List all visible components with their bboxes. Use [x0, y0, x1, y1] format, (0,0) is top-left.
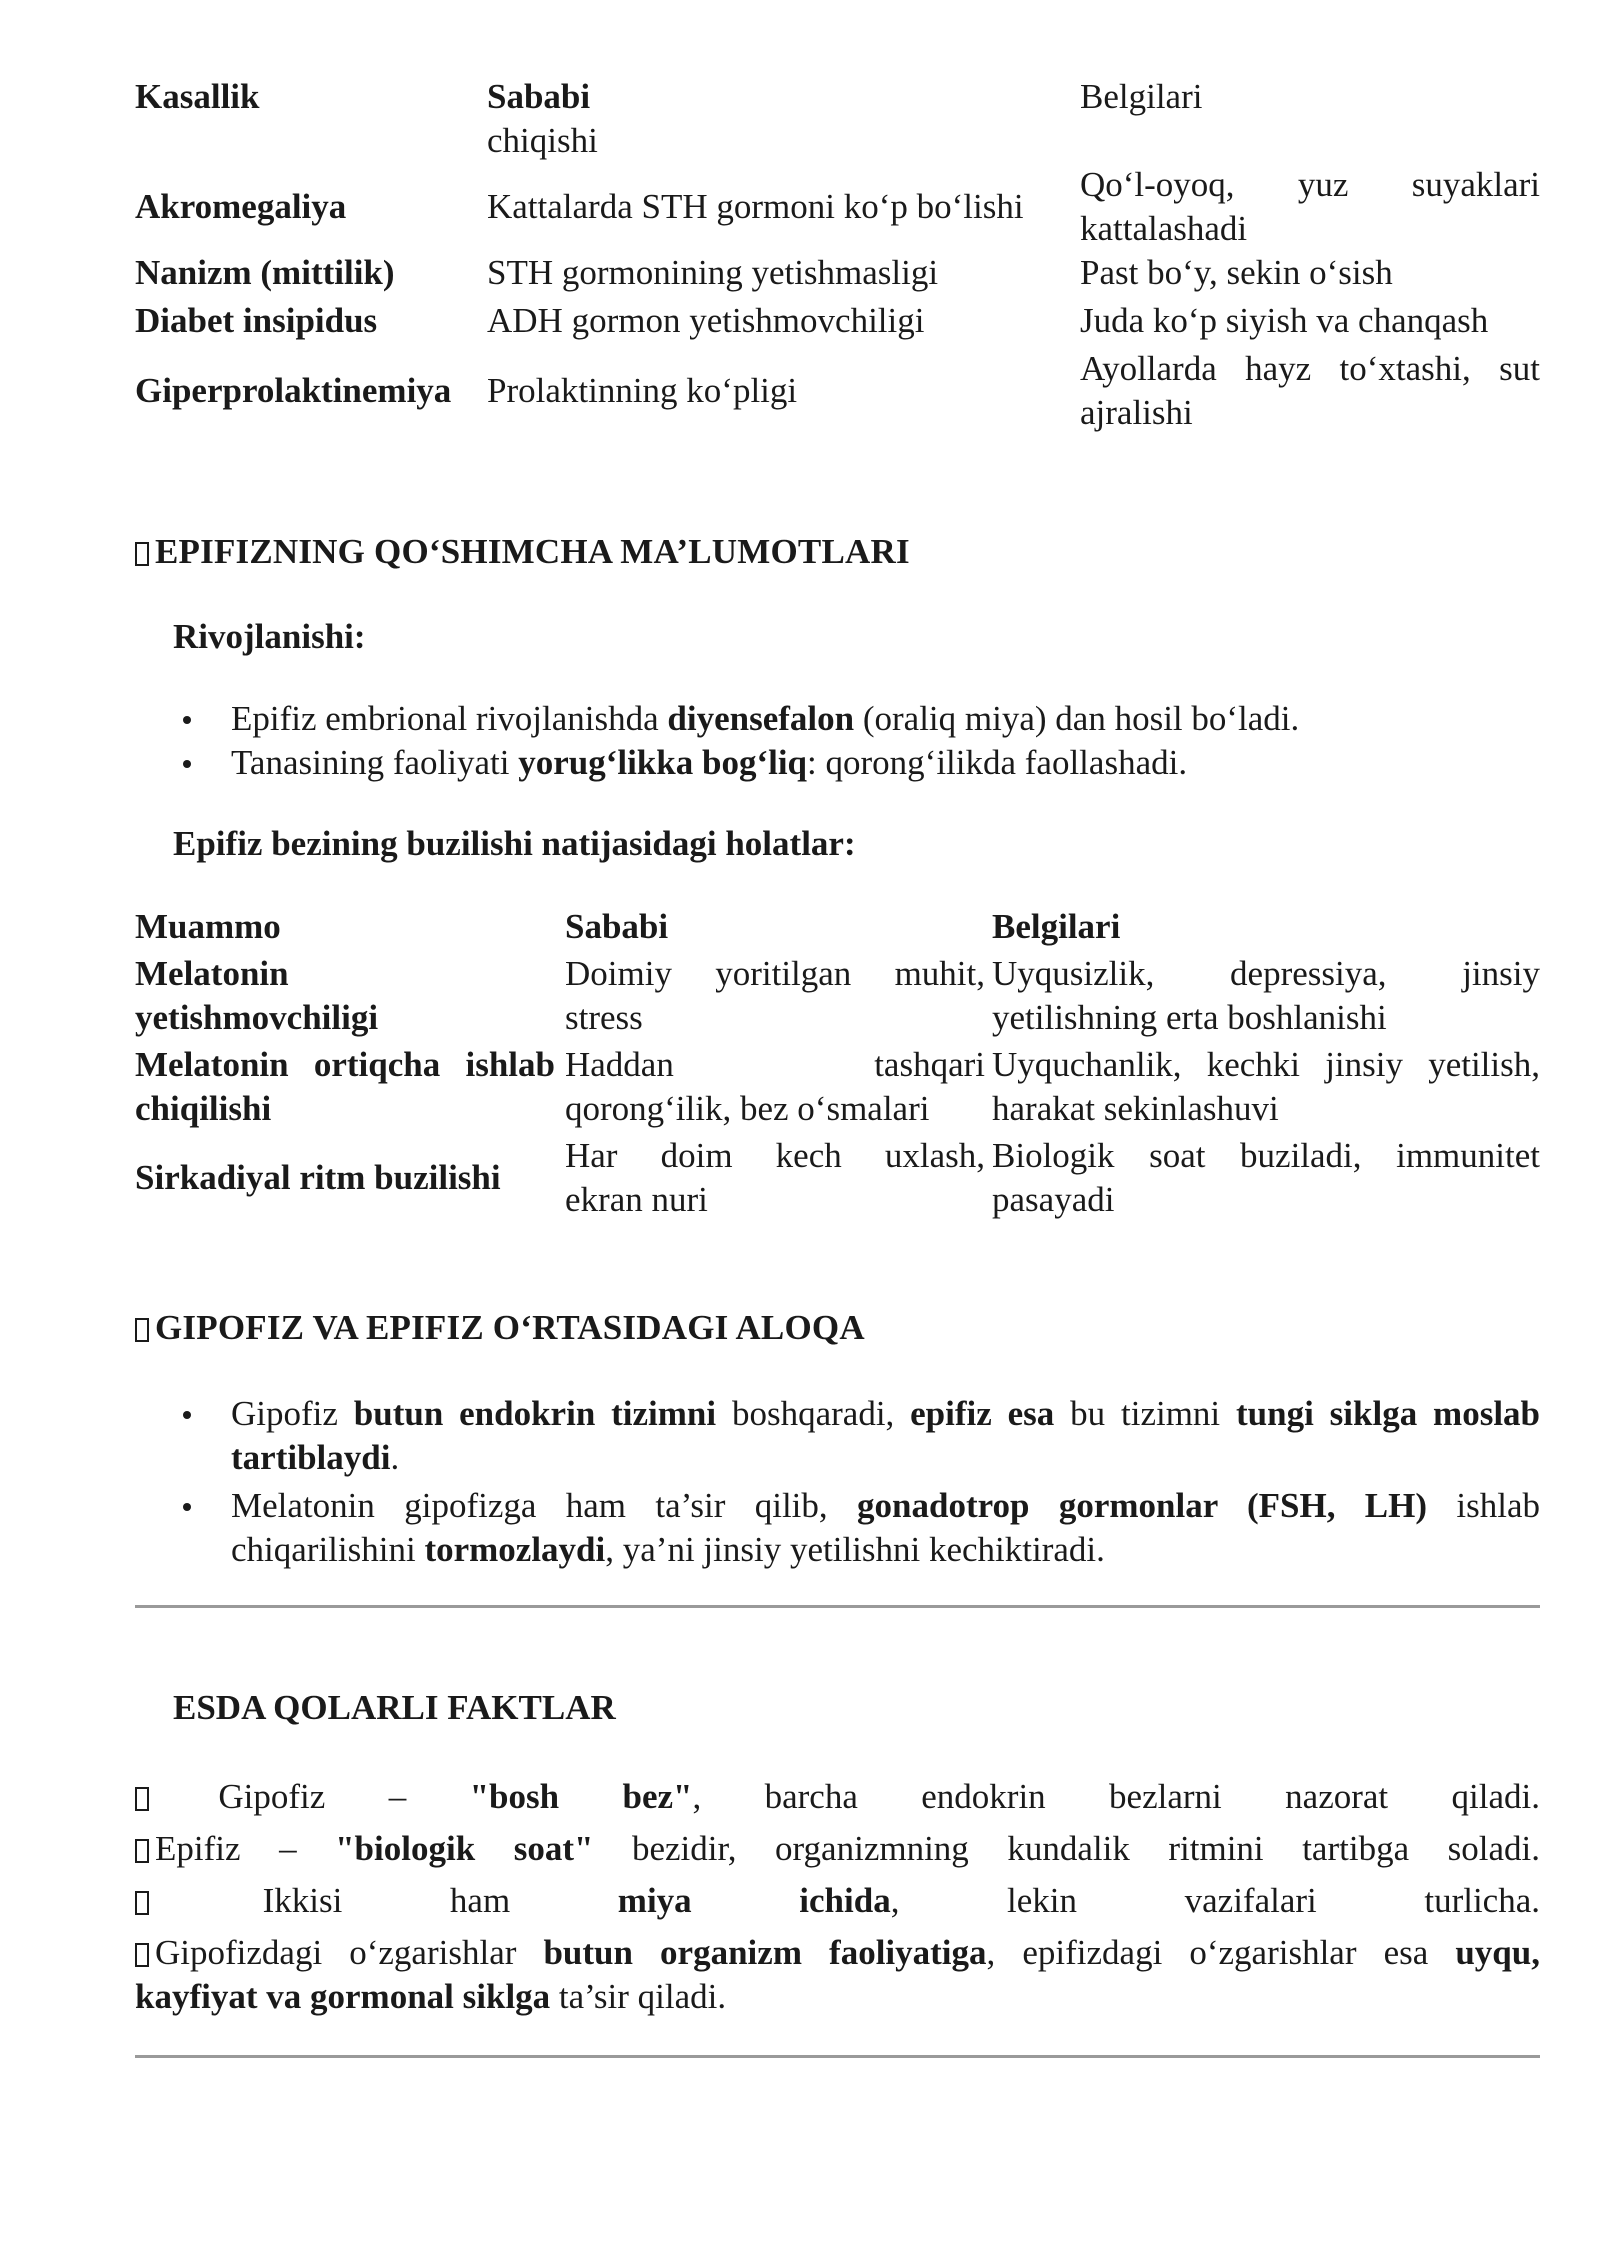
column-header-cause-label: Sababi	[487, 77, 591, 116]
bold-run: miya ichida	[617, 1881, 891, 1920]
bold-run: "bosh bez"	[469, 1777, 693, 1816]
cell-line: Uyquchanlik, kechki jinsiy yetilish,	[992, 1045, 1540, 1084]
cell-line: Melatonin	[135, 954, 289, 993]
subheading-development: Rivojlanishi:	[173, 617, 366, 656]
cell-line: Har doim kech uxlash,	[565, 1136, 985, 1175]
column-header-cause: Sababi	[565, 907, 669, 946]
bold-run: "biologik soat"	[335, 1829, 594, 1868]
text-run: : qorong‘ilikda faollashadi.	[807, 743, 1188, 782]
text-run: Epifiz –	[155, 1829, 336, 1868]
cause-cell	[565, 1134, 985, 1222]
section-heading-aloqa-text: GIPOFIZ VA EPIFIZ O‘RTASIDAGI ALOQA	[155, 1308, 865, 1347]
facts-list	[135, 1775, 1540, 2027]
text-line	[231, 1392, 1540, 1436]
subheading-disorders: Epifiz bezining buzilishi natijasidagi holatlar:	[173, 824, 856, 863]
missing-glyph-icon	[135, 1787, 149, 1811]
cell-line: Uyqusizlik, depressiya, jinsiy	[992, 954, 1540, 993]
section-heading-epifiz	[135, 530, 910, 574]
text-run: Ikkisi ham	[262, 1881, 618, 1920]
missing-glyph-icon	[135, 1318, 149, 1342]
development-list	[135, 697, 1540, 785]
text-run: , lekin vazifalari turlicha.	[890, 1881, 1541, 1920]
cell-line: Doimiy yoritilgan muhit,	[565, 954, 985, 993]
cell-line: Melatonin ortiqcha ishlab	[135, 1045, 555, 1084]
cell-line: Haddan tashqari	[565, 1045, 985, 1084]
cell-line: qorong‘ilik, bez o‘smalari	[565, 1089, 930, 1128]
symptoms-cell	[992, 1043, 1540, 1131]
column-header-cause-extra: chiqishi	[487, 121, 598, 160]
section-heading-epifiz-text: EPIFIZNING QO‘SHIMCHA MA’LUMOTLARI	[155, 532, 910, 571]
symptoms-cell: Juda ko‘p siyish va chanqash	[1080, 301, 1489, 340]
list-item	[135, 741, 1540, 785]
bold-run: tormozlaydi	[424, 1530, 606, 1569]
text-run: ta’sir qiladi.	[550, 1977, 727, 2016]
cause-cell	[565, 1043, 985, 1131]
list-item	[135, 1392, 1540, 1480]
bold-run: uyqu,	[1455, 1933, 1540, 1972]
table-row	[135, 347, 1540, 439]
text-run: , ya’ni jinsiy yetilishni kechiktiradi.	[605, 1530, 1105, 1569]
problem-cell	[135, 1043, 555, 1131]
text-run: Gipofiz –	[218, 1777, 470, 1816]
symptoms-cell: Past bo‘y, sekin o‘sish	[1080, 253, 1393, 292]
cell-line: stress	[565, 998, 643, 1037]
missing-glyph-icon	[135, 1839, 149, 1863]
text-run: Melatonin gipofizga ham ta’sir qilib,	[231, 1486, 858, 1525]
relationship-list	[135, 1392, 1540, 1572]
list-item	[135, 697, 1540, 741]
text-line	[231, 1484, 1540, 1528]
text-run: bezidir, organizmning kundalik ritmini tartibga soladi.	[593, 1829, 1540, 1868]
text-run: Epifiz embrional rivojlanishda	[231, 699, 668, 738]
fact-item	[135, 1931, 1540, 1975]
column-header-symptoms: Belgilari	[1080, 77, 1203, 116]
cell-line: yetishmovchiligi	[135, 998, 379, 1037]
symptoms-cell: Qo‘l-oyoq, yuz suyaklari kattalashadi	[1080, 165, 1540, 248]
text-run: chiqarilishini	[231, 1530, 425, 1569]
cause-cell: ADH gormon yetishmovchiligi	[487, 301, 925, 340]
missing-glyph-icon	[135, 1943, 149, 1967]
problem-cell	[135, 1156, 555, 1200]
text-run: (oraliq miya) dan hosil bo‘ladi.	[854, 699, 1300, 738]
text-run: boshqaradi,	[716, 1394, 911, 1433]
text-line	[231, 1436, 1540, 1480]
cause-cell: Prolaktinning ko‘pligi	[487, 371, 798, 410]
disease-table	[135, 75, 1540, 439]
table-row	[135, 1134, 1540, 1225]
bold-run: butun endokrin tizimni	[353, 1394, 717, 1433]
cell-line: yetilishning erta boshlanishi	[992, 998, 1387, 1037]
missing-glyph-icon	[135, 1891, 149, 1915]
text-run: .	[390, 1438, 400, 1477]
horizontal-divider	[135, 2055, 1540, 2058]
fact-item	[135, 1827, 1540, 1879]
fact-item-continuation	[135, 1975, 1540, 2027]
text-line	[231, 1528, 1540, 1572]
bold-run: tungi siklga moslab	[1236, 1394, 1541, 1433]
table-row	[135, 299, 1540, 347]
column-header-symptoms: Belgilari	[992, 907, 1121, 946]
table-row	[135, 163, 1540, 251]
disease-cell: Nanizm (mittilik)	[135, 253, 395, 292]
fact-item	[135, 1775, 1540, 1827]
cause-cell: STH gormonining yetishmasligi	[487, 253, 939, 292]
disease-cell: Diabet insipidus	[135, 301, 378, 340]
section-heading-facts: ESDA QOLARLI FAKTLAR	[173, 1688, 616, 1727]
text-run: , barcha endokrin bezlarni nazorat qiladi.	[692, 1777, 1540, 1816]
text-run: Gipofizdagi o‘zgarishlar	[155, 1933, 544, 1972]
text-run: ishlab	[1427, 1486, 1541, 1525]
cause-cell: Kattalarda STH gormoni ko‘p bo‘lishi	[487, 187, 1024, 226]
cell-line: Sirkadiyal ritm buzilishi	[135, 1158, 501, 1197]
cell-line: Biologik soat buziladi, immunitet	[992, 1136, 1540, 1175]
section-heading-aloqa	[135, 1306, 865, 1350]
disease-cell: Giperprolaktinemiya	[135, 371, 452, 410]
bold-run: gonadotrop gormonlar (FSH, LH)	[857, 1486, 1428, 1525]
problem-cell	[135, 952, 555, 1040]
table-header-row	[135, 75, 1540, 163]
text-run: bu tizimni	[1054, 1394, 1236, 1433]
table-row	[135, 1043, 1540, 1134]
cell-line: ekran nuri	[565, 1180, 708, 1219]
text-run: , epifizdagi o‘zgarishlar esa	[986, 1933, 1456, 1972]
column-header-cause	[487, 75, 1077, 163]
bold-run: epifiz esa	[910, 1394, 1055, 1433]
column-header-disease: Kasallik	[135, 77, 260, 116]
epifiz-disorders-table	[135, 905, 1540, 1225]
column-header-problem: Muammo	[135, 907, 281, 946]
table-row	[135, 952, 1540, 1043]
cell-line: harakat sekinlashuvi	[992, 1089, 1279, 1128]
table-header-row	[135, 905, 1540, 952]
bold-run: butun organizm faoliyatiga	[543, 1933, 987, 1972]
bold-run: diyensefalon	[667, 699, 855, 738]
cause-cell	[565, 952, 985, 1040]
cell-line: pasayadi	[992, 1180, 1115, 1219]
symptoms-cell: Ayollarda hayz to‘xtashi, sut ajralishi	[1080, 349, 1540, 432]
list-item	[135, 1484, 1540, 1572]
missing-glyph-icon	[135, 542, 149, 566]
table-row	[135, 251, 1540, 299]
bold-run: kayfiyat va gormonal siklga	[135, 1977, 551, 2016]
text-run: Tanasining faoliyati	[231, 743, 519, 782]
horizontal-divider	[135, 1605, 1540, 1608]
disease-cell: Akromegaliya	[135, 187, 347, 226]
symptoms-cell	[992, 1134, 1540, 1222]
bold-run: tartiblaydi	[231, 1438, 391, 1477]
text-run: Gipofiz	[231, 1394, 354, 1433]
cell-line: chiqilishi	[135, 1089, 272, 1128]
bold-run: yorug‘likka bog‘liq	[518, 743, 808, 782]
fact-item	[135, 1879, 1540, 1931]
symptoms-cell	[992, 952, 1540, 1040]
